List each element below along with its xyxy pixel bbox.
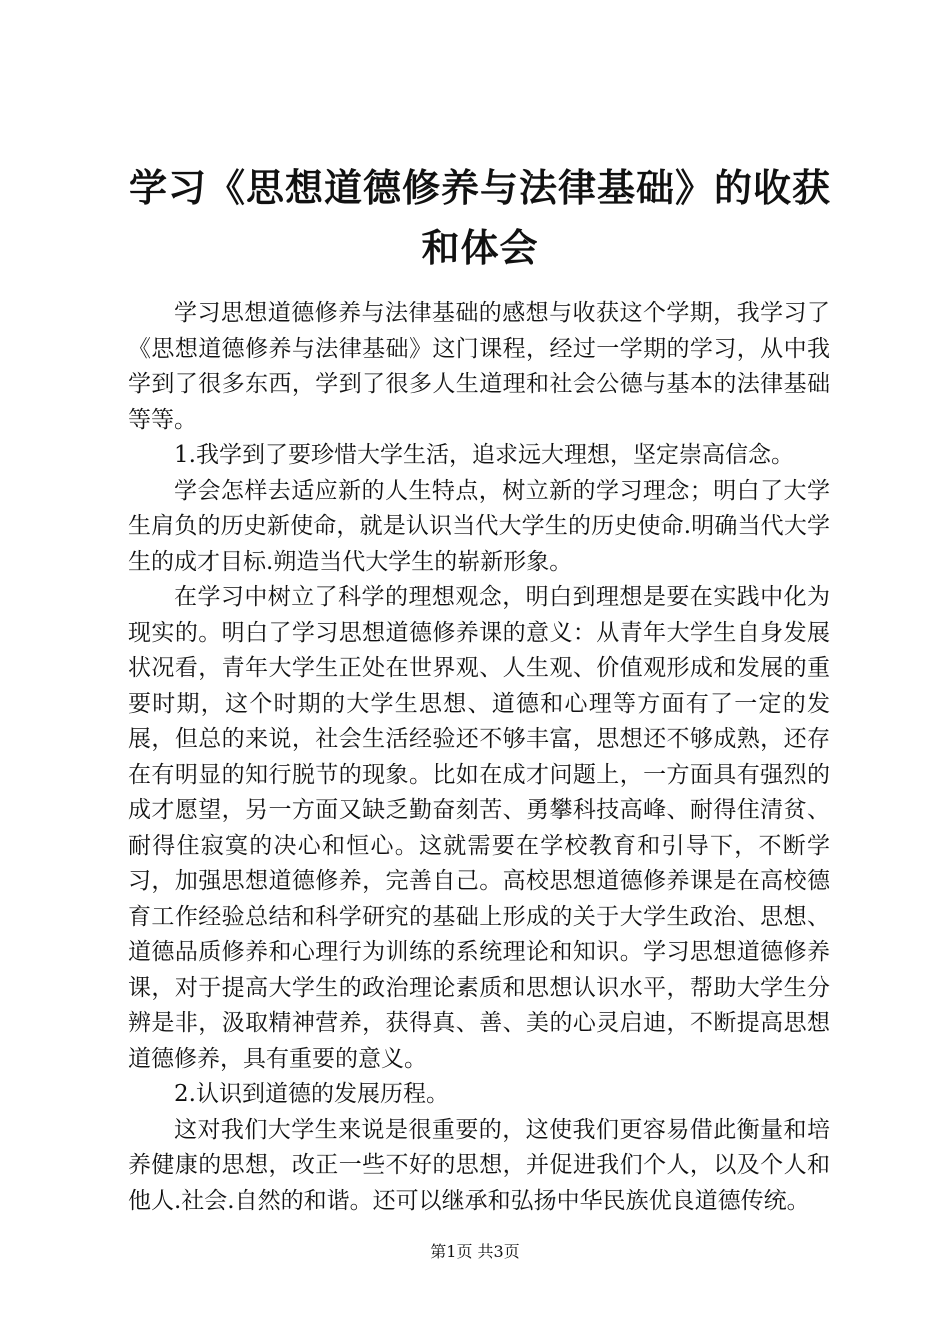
paragraph-adaptation: 学会怎样去适应新的人生特点，树立新的学习理念；明白了大学生肩负的历史新使命，就是认识当代大学生的历史使命.明确当代大学生的成才目标.朔造当代大学生的崭新形象。 bbox=[128, 477, 830, 575]
document-title: 学习《思想道德修养与法律基础》的收获和体会 bbox=[128, 166, 831, 270]
page-footer: 第1页 共3页 bbox=[430, 1242, 520, 1261]
paragraph-importance: 这对我们大学生来说是很重要的，这使我们更容易借此衡量和培养健康的思想，改正一些不好的思想，并促进我们个人，以及个人和他人.社会.自然的和谐。还可以继承和弘扬中华民族优良道德传统。 bbox=[128, 1116, 830, 1214]
document-body bbox=[128, 296, 830, 1219]
paragraph-intro: 学习思想道德修养与法律基础的感想与收获这个学期，我学习了《思想道德修养与法律基础》这门课程，经过一学期的学习，从中我学到了很多东西，学到了很多人生道理和社会公德与基本的法律基础等等。 bbox=[128, 300, 830, 433]
paragraph-ideals: 在学习中树立了科学的理想观念，明白到理想是要在实践中化为现实的。明白了学习思想道德修养课的意义：从青年大学生自身发展状况看，青年大学生正处在世界观、人生观、价值观形成和发展的重要时期，这个时期的大学生思想、道德和心理等方面有了一定的发展，但总的来说，社会生活经验还不够丰富，思想还不够成熟，还存在有明显的知行脱节的现象。比如在成才问题上，一方面具有强烈的成才愿望，另一方面又缺乏勤奋刻苦、勇攀科技高峰、耐得住清贫、耐得住寂寞的决心和恒心。这就需要在学校教育和引导下，不断学习，加强思想道德修养，完善自己。高校思想道德修养课是在高校德育工作经验总结和科学研究的基础上形成的关于大学生政治、思想、道德品质修养和心理行为训练的系统理论和知识。学习思想道德修养课，对于提高大学生的政治理论素质和思想认识水平，帮助大学生分辨是非，汲取精神营养，获得真、善、美的心灵启迪，不断提高思想道德修养，具有重要的意义。 bbox=[128, 584, 830, 1072]
paragraph-point-2: 2.认识到道德的发展历程。 bbox=[174, 1081, 449, 1107]
paragraph-point-1: 1.我学到了要珍惜大学生活，追求远大理想，坚定崇高信念。 bbox=[174, 442, 794, 468]
